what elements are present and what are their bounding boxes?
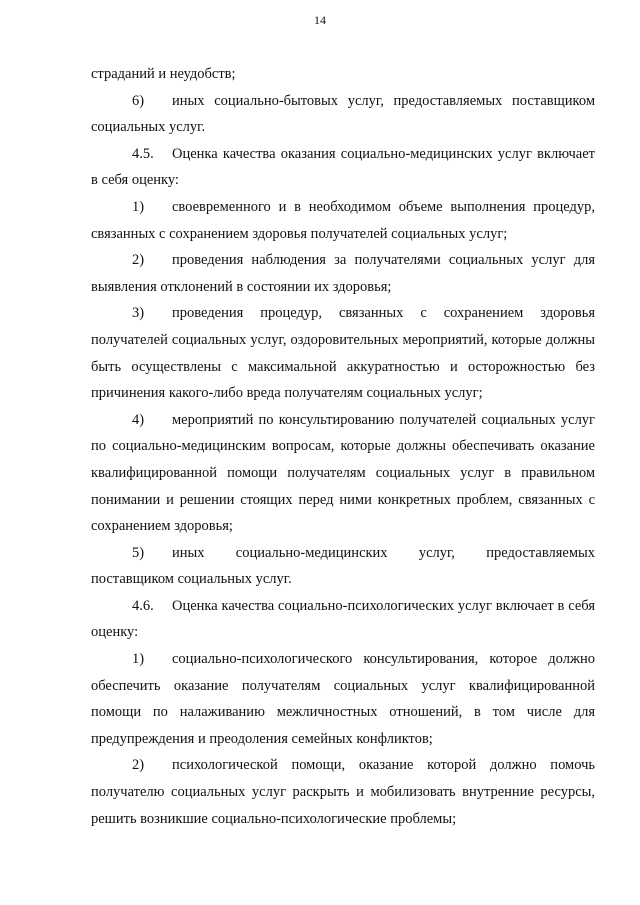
page-number: 14 [314,13,326,27]
list-item-text: иных социально-медицинских услуг, предоставляемых поставщиком социальных услуг. [91,544,595,588]
list-item-text: проведения наблюдения за получателями социальных услуг для выявления отклонений в состоянии их здоровья; [91,252,595,295]
list-item-number: 1) [132,651,145,668]
section-text: Оценка качества оказания социально-медицинских услуг включает в себя оценку: [91,145,595,189]
paragraph-text: страданий и неудобств; [91,66,236,82]
list-item-text: социально-психологического консультирования, которое должно обеспечить оказание получателям социальных услуг квалифицированной помощи по налаживанию межличностных отношений, в том числе для предупреждения и преодоления семейных конфликтов; [91,651,595,747]
list-item-number: 6) [132,92,145,109]
list-item [91,407,595,540]
list-item [91,194,595,247]
list-item [91,540,595,593]
paragraph-continuation [91,61,595,88]
list-item [91,247,595,300]
list-item [91,752,595,832]
section-text: Оценка качества социально-психологических услуг включает в себя оценку: [91,597,595,641]
document-body [91,61,595,832]
list-item-number: 3) [132,305,145,322]
list-item-text: иных социально-бытовых услуг, предоставляемых поставщиком социальных услуг. [91,92,595,136]
list-item-number: 1) [132,198,145,215]
list-item-number: 4) [132,411,145,428]
list-item-text: психологической помощи, оказание которой должно помочь получателю социальных услуг раскрыть и мобилизовать внутренние ресурсы, решить возникшие социально-психологические проблемы; [91,757,595,827]
list-item-text: проведения процедур, связанных с сохранением здоровья получателей социальных услуг, оздоровительных мероприятий, которые должны быть осуществлены с максимальной аккуратностью и осторожностью без причинения какого-либо вреда получателям социальных услуг; [91,305,595,402]
section-number: 4.5. [132,145,154,162]
list-item-number: 2) [132,252,145,269]
list-item-number: 5) [132,544,145,561]
section-number: 4.6. [132,597,154,614]
list-item [91,646,595,752]
list-item [91,88,595,141]
section-paragraph [91,141,595,194]
list-item [91,300,595,406]
section-paragraph [91,593,595,646]
list-item-text: мероприятий по консультированию получателей социальных услуг по социально-медицинским вопросам, которые должны обеспечивать оказание квалифицированной помощи получателям социальных услуг в правильном понимании и решении стоящих перед ними конкретных проблем, связанных с сохранением здоровья; [91,411,595,535]
list-item-text: своевременного и в необходимом объеме выполнения процедур, связанных с сохранением здоровья получателей социальных услуг; [91,198,595,242]
list-item-number: 2) [132,757,145,774]
